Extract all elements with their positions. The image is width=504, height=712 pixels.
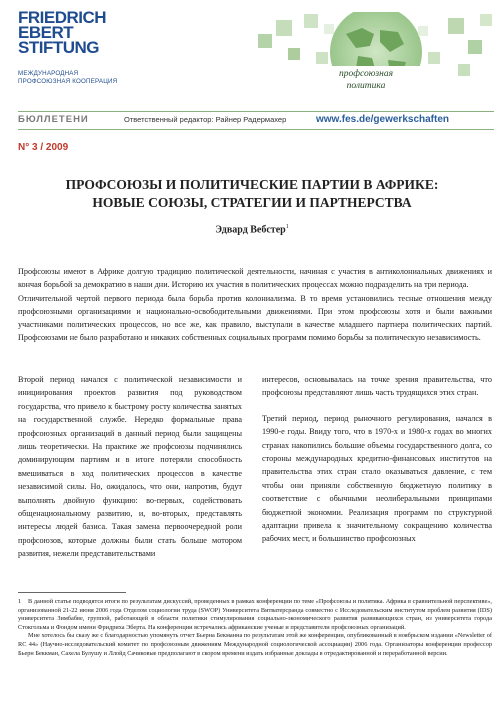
website-link[interactable]: www.fes.de/gewerkschaften (316, 114, 450, 125)
logo-subtitle (18, 70, 117, 86)
logo-subtitle-line-1: МЕЖДУНАРОДНАЯ (18, 70, 79, 77)
author-footnote-ref[interactable]: 1 (285, 224, 289, 230)
article-title (40, 176, 464, 212)
logo-subtitle-line-2: ПРОФСОЮЗНАЯ КООПЕРАЦИЯ (18, 78, 118, 85)
author-name: Эдвард Вебстер (215, 224, 286, 236)
footnote-paragraph-1 (18, 598, 492, 632)
badge-line-1: профсоюзная (338, 69, 393, 79)
header-rule-bottom (18, 129, 494, 130)
footnote-text-1: В данной статье подводятся итоги по результатам дискуссий, проведенных в рамках конференции по теме «Профсоюзы и политика. Африка в сравнительной перспективе», организованной 21-22 июня 2006 года Отделом социологии труда (SWOP) Университета Витватерсранда совместно с Исследовательским институтом проблем развития (IDS) университета Зимбабве, группой, работающей в области политики стимулирования социально-экономического развития развивающихся стран, из университета города Стокгольма и Фондом имени Фридриха Эберта. На конференции встречались африканские ученые и представители профсоюзных организаций. (18, 598, 492, 631)
footnote-number: 1 (18, 598, 22, 605)
body-paragraph: Третий период, период рыночного регулирования, начался в 1990-е годы. Ввиду того, что в 1970-х и 1980-х годах во многих странах накопились большие объемы государственного долга, со стороны международных кредитно-финансовых институтов на правительства этих стран стало оказываться давление, с тем чтобы они приняли собственную бюджетную политику в соответствие с обычными неолиберальными принципами бюджетной экономии. Реализация программ по структурной адаптации привела к значительному сокращению количества рабочих мест, и большинство профсоюзных (262, 413, 492, 544)
intro-paragraph-2: Отличительной чертой первого периода была борьба против колониализма. В то время установились тесные отношения между профсоюзными организациями и национально-освободительными движениями. При этом профсоюзы хотя и были важными участниками политических процессов, но все же, как правило, выступали в качестве младшего партнера политических партий. Профсоюзами не было разработано и никаких собственных социальных программ помимо борьбы за политическую независимость. (18, 293, 492, 343)
body-paragraph: интересов, основывалась на точке зрения правительства, что профсоюзы представляют лишь часть трудящихся этих стран. (262, 375, 492, 398)
header-rule-top (18, 111, 494, 112)
author-line (40, 224, 464, 235)
title-line-1: ПРОФСОЮЗЫ И ПОЛИТИЧЕСКИЕ ПАРТИИ В АФРИКЕ: (65, 177, 439, 192)
body-column-right (262, 373, 492, 546)
title-line-2: НОВЫЕ СОЮЗЫ, СТРАТЕГИИ И ПАРТНЕРСТВА (92, 195, 412, 210)
paragraph-gap (262, 400, 492, 412)
intro-text (18, 265, 492, 345)
logo-line-1: FRIEDRICH (18, 8, 107, 27)
footnote-text-2: Мне хотелось бы сказу же с благодарностью упомянуть отчет Бьерна Бекманна по результатам этой же конференции, опубликованный в ноябрьском издании «Newsletter of RC 44» (Научно-исследовательский комитет по профсоюзным движениям Международной социологической ассоциации) 2006 года. Организаторы конференции профессор Бьерн Беккман, Сахела Булушу и Ллойд Сачиковые предполагают в скором времени издать избранные доклады в отредактированной и переработанной версии. (18, 632, 492, 657)
body-paragraph: Второй период начался с политической независимости и инициирования проектов развития под руководством государства, что привело к быстрому росту количества занятых на государственной службе. Нередко формальные права профсоюзных организаций в данный период были защищены лишь теоретически. На практике же профсоюзы подчинялись доминирующим партиям и в итоге потеряли способность вмешиваться в ход политических процессов в качестве независимой силы. Но, ожидалось, что они, напротив, будут выполнять двойную функцию: во-первых, содействовать общенациональному развитию, и, во-вторых, представлять интересы людей базиса. Такая замена первоочередной роли профсоюзов, которые должны были стать больше мотором развития, нежели представительствами (18, 375, 242, 559)
fes-logo (18, 10, 136, 55)
footnote (18, 598, 492, 658)
footnote-paragraph-2 (18, 632, 492, 658)
intro-paragraph-1: Профсоюзы имеют в Африке долгую традицию политической деятельности, начиная с участия в антиколониальных движениях и кончая борьбой за демократию в наши дни. Историю их участия в политических процессах можно подразделить на три периода. (18, 267, 492, 290)
logo-line-2: EBERT (18, 23, 74, 42)
footnote-rule (18, 592, 126, 593)
logo-line-3: STIFTUNG (18, 38, 99, 57)
editor-credit: Ответственный редактор: Райнер Радермахер (124, 115, 287, 124)
issue-number: N° 3 / 2009 (18, 142, 69, 153)
badge-line-2: политика (346, 81, 386, 91)
section-label: БЮЛЛЕТЕНИ (18, 114, 89, 125)
body-column-left (18, 373, 242, 561)
